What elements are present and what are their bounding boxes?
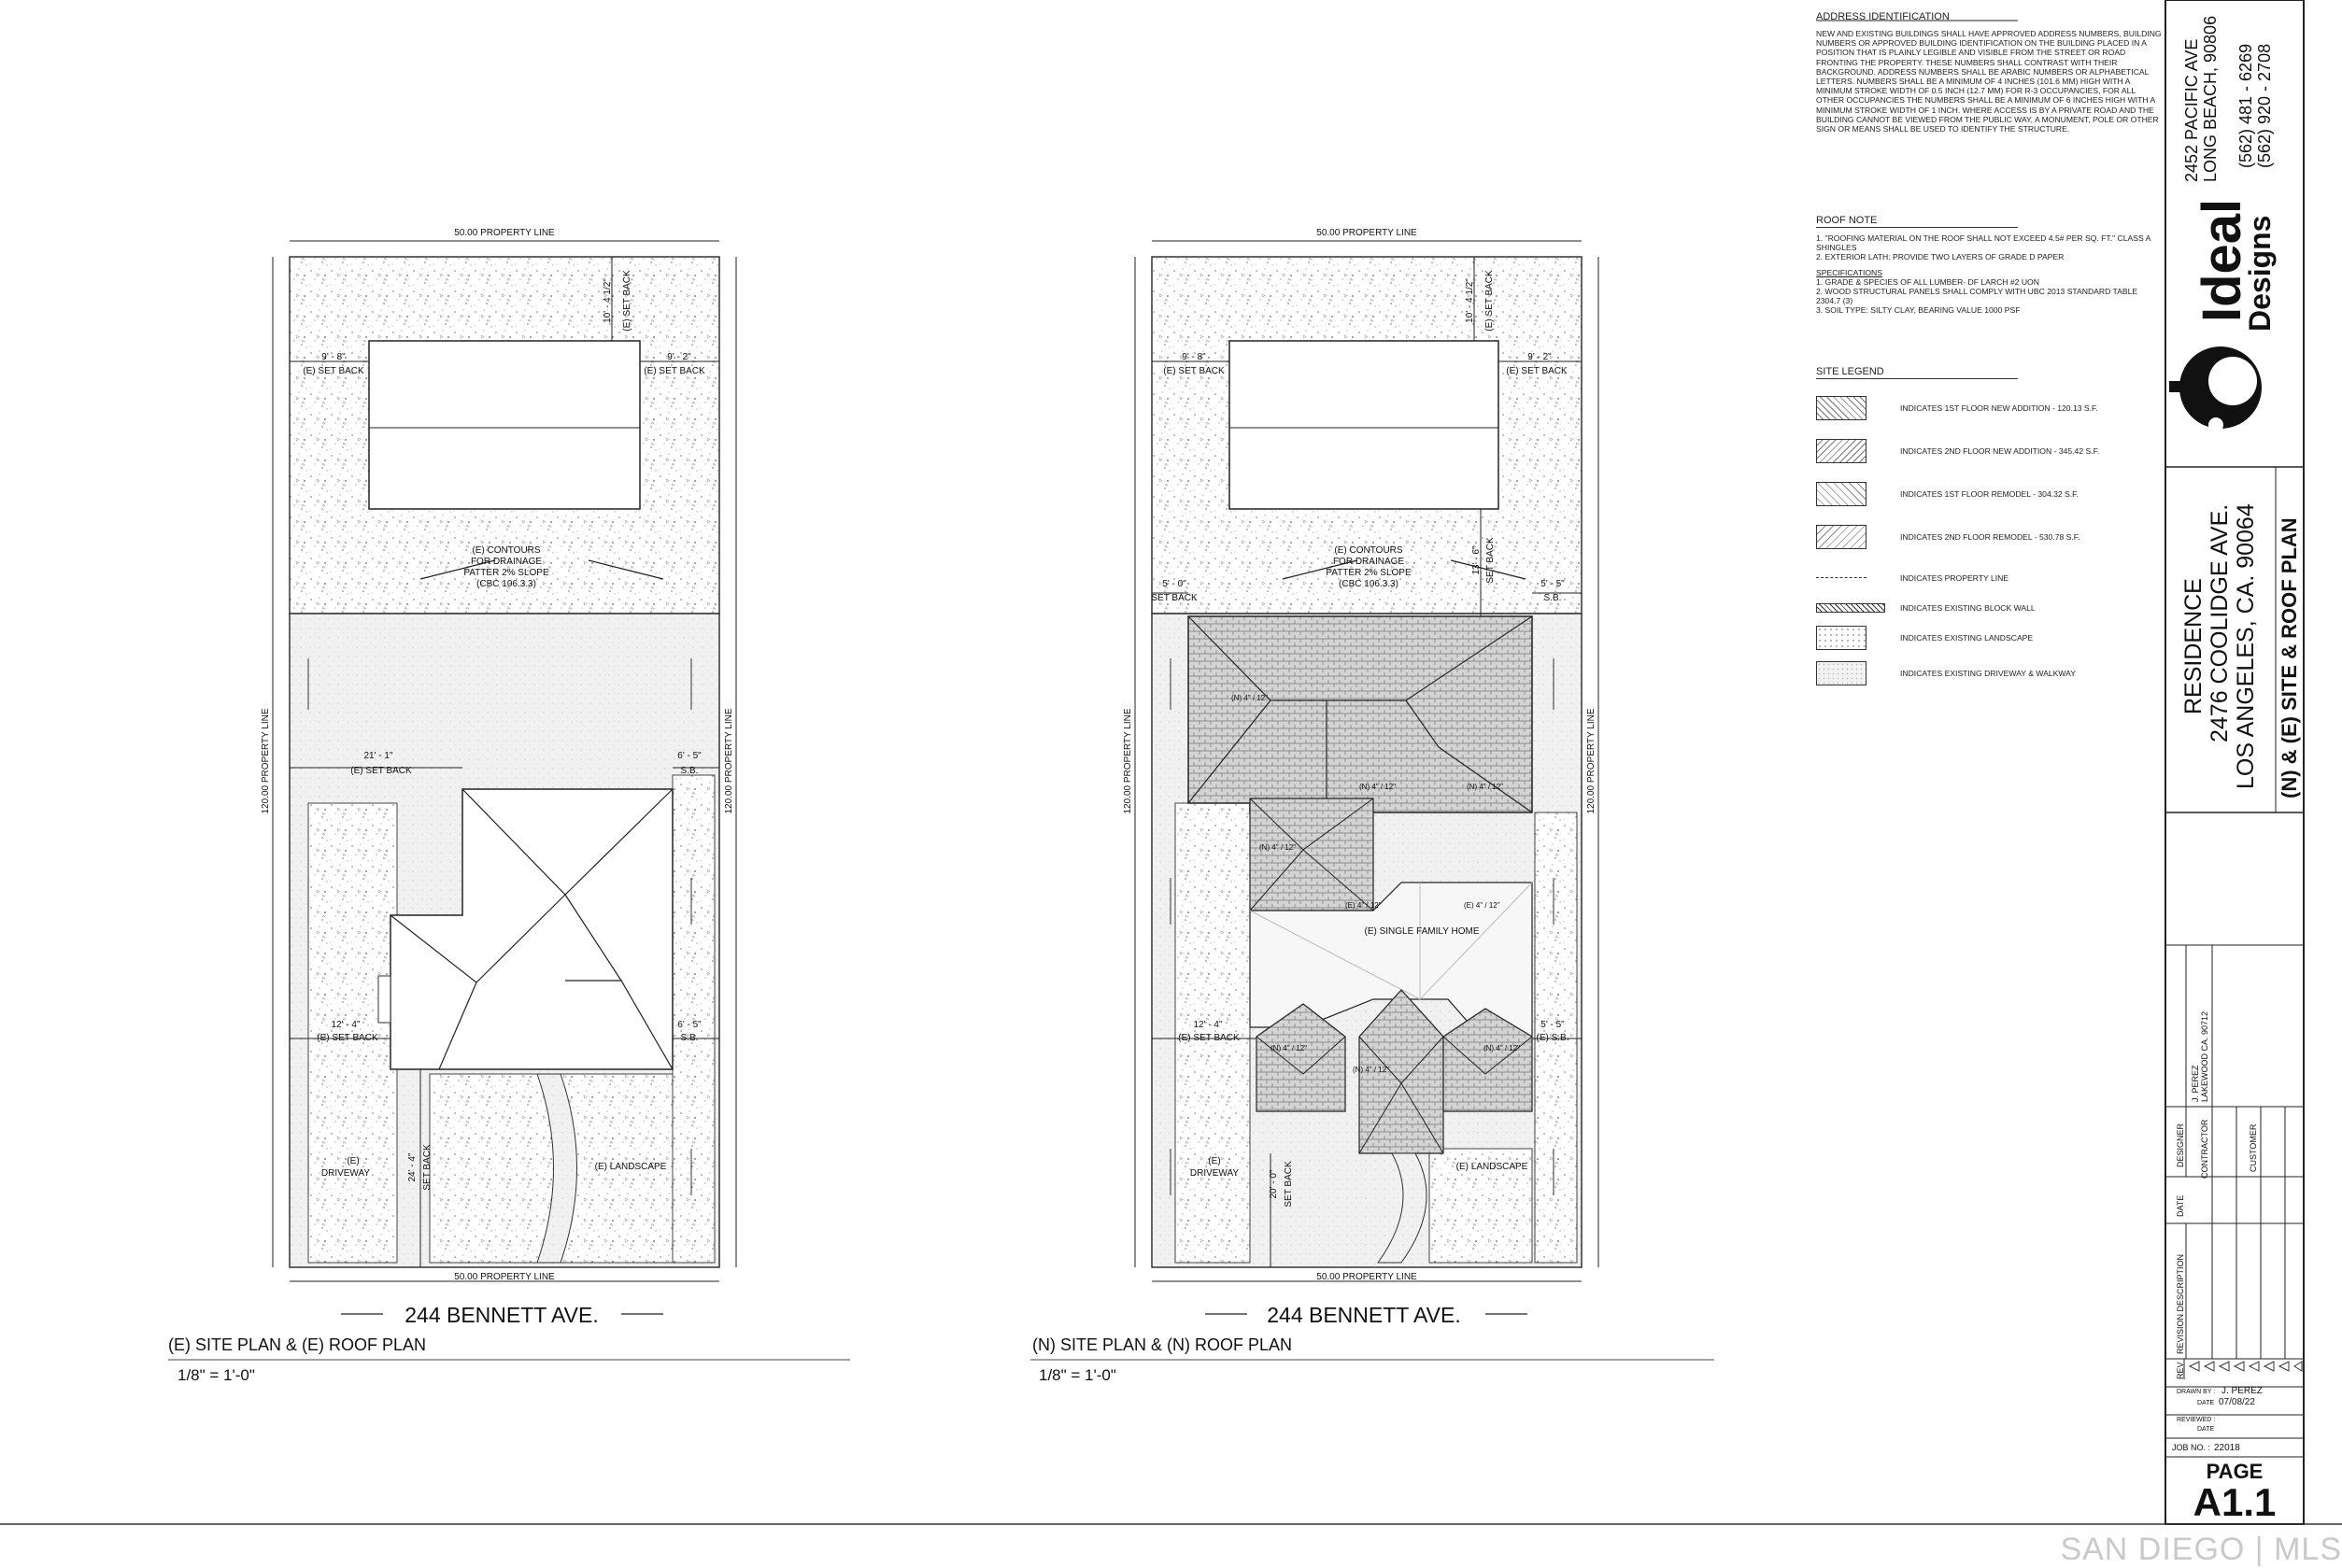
left-dim-left-rear: 9' - 8" [321,352,346,362]
left-top-property-line: 50.00 PROPERTY LINE [454,228,555,238]
right-top-property-line: 50.00 PROPERTY LINE [1316,228,1417,238]
address-heading: ADDRESS IDENTIFICATION [1816,11,1950,22]
drawn-date-label: DATE [2197,1400,2215,1406]
legend-text-3: INDICATES 1ST FLOOR REMODEL - 304.32 S.F. [1900,489,2079,499]
left-contours-2: FOR DRAINAGE [470,557,543,567]
right-sb-mid-right: S.B. [1543,593,1562,603]
left-plan-title: (E) SITE PLAN & (E) ROOF PLAN [168,1335,427,1354]
legend-text-7: INDICATES EXISTING LANDSCAPE [1900,633,2034,643]
right-driveway-2: DRIVEWAY [1189,1168,1240,1179]
ideal-designs-logo [2169,346,2262,432]
right-setback-mid-left: SET BACK [1151,593,1198,603]
left-setback-rear: (E) SET BACK [622,270,632,332]
right-pitch-e-1: (E) 4" / 12" [1345,901,1382,910]
company-address-1: 2452 PACIFIC AVE [2182,38,2201,182]
right-dim-left-rear: 9' - 8" [1182,352,1206,362]
right-pitch-e-2: (E) 4" / 12" [1464,901,1500,910]
revision-triangles [2190,1362,2302,1371]
left-driveway-2: DRIVEWAY [320,1168,371,1179]
left-dim-front-left: 12' - 4" [331,1020,361,1030]
legend-swatch-7 [1816,626,1867,650]
right-dim-rear: 10' - 4 1/2" [1465,278,1475,323]
contractor-label: CONTRACTOR [2200,1119,2209,1179]
legend-row-3 [1816,482,2134,508]
legend-swatch-8 [1816,661,1867,685]
site-legend [1816,366,2134,702]
right-left-property-line: 120.00 PROPERTY LINE [1123,708,1133,814]
right-dim-rear-house: 13' - 6" [1471,545,1482,575]
page-number: A1.1 [2193,1480,2277,1524]
right-setback-rear: (E) SET BACK [1484,270,1495,332]
left-bottom-property-line: 50.00 PROPERTY LINE [454,1272,555,1282]
left-setback-front: SET BACK [422,1144,433,1191]
job-number: 22018 [2214,1443,2240,1453]
specifications-heading: SPECIFICATIONS [1816,267,1882,277]
legend-property-line [1816,577,1867,578]
right-pitch-1: (N) 4" / 12" [1231,694,1269,702]
legend-row-1 [1816,396,2134,422]
company-address-2: LONG BEACH, 90806 [2201,15,2220,182]
left-setback-mid-left: (E) SET BACK [350,766,412,776]
right-pitch-2: (N) 4" / 12" [1359,783,1397,791]
project-address: 2476 COOLIDGE AVE. [2207,503,2233,742]
right-dim-mid-left: 5' - 0" [1162,579,1186,589]
left-dim-front-right: 6' - 5" [677,1020,702,1030]
right-plan-scale: 1/8" = 1'-0" [1039,1366,1116,1384]
right-garage [1229,341,1498,509]
address-identification-notes [1816,11,2162,134]
left-left-property-line: 120.00 PROPERTY LINE [261,708,271,814]
left-street-name: 244 BENNETT AVE. [405,1303,599,1327]
job-number-label: JOB NO. : [2172,1443,2211,1452]
project-name: RESIDENCE [2180,578,2207,714]
right-setback-rear-house: SET BACK [1485,537,1496,584]
right-pitch-7: (N) 4" / 12" [1483,1044,1521,1052]
left-dim-right-rear: 9' - 2" [667,352,691,362]
legend-row-2 [1816,439,2134,465]
legend-block-wall [1816,603,1885,613]
left-dim-mid-right: 6' - 5" [677,751,702,761]
left-landscape-label: (E) LANDSCAPE [594,1162,667,1172]
left-sb-front-right: S.B. [680,1033,699,1043]
roof-note-1: 1. "ROOFING MATERIAL ON THE ROOF SHALL NOT EXCEED 4.5# PER SQ. FT." CLASS A SHINGLES [1816,233,2150,253]
designer-name: J. PEREZ [2191,1065,2200,1102]
company-phone-2: (562) 920 - 2708 [2255,43,2274,168]
legend-swatch-4 [1816,525,1867,549]
legend-row-7 [1816,626,2134,652]
right-setback-right-rear: (E) SET BACK [1506,366,1568,376]
roof-note-2: 2. EXTERIOR LATH: PROVIDE TWO LAYERS OF GRADE D PAPER [1816,252,2065,262]
customer-label: CUSTOMER [2249,1123,2258,1172]
left-setback-front-left: (E) SET BACK [317,1033,378,1043]
right-house-label: (E) SINGLE FAMILY HOME [1364,926,1480,937]
legend-heading: SITE LEGEND [1816,366,2018,379]
right-plan-title: (N) SITE PLAN & (N) ROOF PLAN [1032,1335,1293,1354]
designer-city: LAKEWOOD CA. 90712 [2200,1010,2209,1102]
legend-row-5 [1816,566,2134,592]
right-contours-2: FOR DRAINAGE [1332,557,1405,567]
right-pitch-4: (N) 4" / 12" [1259,843,1297,852]
left-dim-front: 24' - 4" [407,1152,418,1182]
address-text: NEW AND EXISTING BUILDINGS SHALL HAVE APPROVED ADDRESS NUMBERS, BUILDING NUMBERS OR APPROVED BUILDING IDENTIFICATION ON THE BUILDING PLACED IN A POSITION THAT IS PLAINLY LEGIBLE AND VISIBLE FROM THE STREET OR ROAD FRONTING THE PROPERTY. THESE NUMBERS SHALL CONTRAST WITH THEIR BACKGROUND. ADDRESS NUMBERS SHALL BE ARABIC NUMBERS OR ALPHABETICAL LETTERS. NUMBERS SHALL BE A MINIMUM OF 4 INCHES (101.6 MM) HIGH WITH A MINIMUM STROKE WIDTH OF 0.5 INCH (12.7 MM) FOR R-3 OCCUPANCIES, FOR ALL OTHER OCCUPANCIES THE NUMBERS SHALL BE A MINIMUM OF 6 INCHES HIGH WITH A MINIMUM STROKE WIDTH OF 1 INCH. WHERE ACCESS IS BY A PRIVATE ROAD AND THE BUILDING CANNOT BE VIEWED FROM THE PUBLIC WAY, A MONUMENT, POLE OR OTHER SIGN OR MEANS SHALL BE USED TO IDENTIFY THE STRUCTURE. [1816,29,2162,134]
left-garage [369,341,640,509]
legend-text-6: INDICATES EXISTING BLOCK WALL [1900,603,2036,613]
left-plan-scale: 1/8" = 1'-0" [177,1366,255,1384]
logo-word-ideal: Ideal [2192,198,2252,322]
reviewed-date-label: DATE [2197,1426,2215,1433]
left-contours-4: (CBC 106.3.3) [476,579,536,589]
revision-label: REV [2176,1362,2185,1379]
drawn-date: 07/08/22 [2219,1397,2255,1407]
legend-row-8 [1816,661,2134,687]
legend-text-4: INDICATES 2ND FLOOR REMODEL - 530.78 S.F. [1900,532,2080,542]
roof-notes [1816,215,2162,316]
reviewed-label: REVIEWED : [2177,1417,2216,1423]
spec-2: 2. WOOD STRUCTURAL PANELS SHALL COMPLY WITH UBC 2013 STANDARD TABLE 2304.7 (3) [1816,287,2138,306]
legend-swatch-1 [1816,396,1867,420]
right-setback-left-rear: (E) SET BACK [1163,366,1225,376]
date-label: DATE [2176,1194,2185,1217]
roof-heading: ROOF NOTE [1816,215,2018,228]
spec-1: 1. GRADE & SPECIES OF ALL LUMBER- DF LARCH #2 UON [1816,276,2039,287]
right-contours-1: (E) CONTOURS [1334,545,1403,556]
right-dim-right-rear: 9' - 2" [1527,352,1552,362]
right-pitch-6: (N) 4" / 12" [1270,1044,1308,1052]
right-dim-front-left: 12' - 4" [1193,1020,1223,1030]
legend-text-5: INDICATES PROPERTY LINE [1900,573,2009,583]
left-driveway-1: (E) [347,1156,360,1166]
drawn-by-label: DRAWN BY : [2177,1389,2216,1395]
left-dim-mid-left: 21' - 1" [363,751,393,761]
right-street-name: 244 BENNETT AVE. [1267,1303,1461,1327]
mls-watermark: SAN DIEGO | MLS [2060,1532,2342,1567]
page-label: PAGE [2206,1460,2264,1483]
left-contours-3: PATTER 2% SLOPE [463,568,549,578]
right-setback-front: SET BACK [1284,1161,1294,1208]
right-dim-mid-right: 5' - 5" [1540,579,1565,589]
company-phone-1: (562) 481 - 6269 [2236,43,2255,168]
project-city: LOS ANGELES, CA. 90064 [2233,503,2259,789]
legend-text-2: INDICATES 2ND FLOOR NEW ADDITION - 345.42 S.F. [1900,446,2100,456]
left-setback-left-rear: (E) SET BACK [303,366,364,376]
legend-swatch-3 [1816,482,1867,506]
revision-description-label: REVISION DESCRIPTION [2176,1253,2185,1354]
right-contours-3: PATTER 2% SLOPE [1326,568,1412,578]
left-sb-mid-right: S.B. [680,766,699,776]
legend-text-1: INDICATES 1ST FLOOR NEW ADDITION - 120.13 S.F. [1900,403,2098,413]
sheet-title: (N) & (E) SITE & ROOF PLAN [2278,517,2301,798]
right-setback-front-left: (E) SET BACK [1178,1033,1240,1043]
right-right-property-line: 120.00 PROPERTY LINE [1586,708,1597,814]
right-driveway-1: (E) [1208,1156,1221,1166]
legend-row-4 [1816,525,2134,551]
logo-word-designs: Designs [2243,215,2277,332]
right-pitch-5: (N) 4" / 12" [1353,1066,1390,1074]
right-dim-front: 20' - 0" [1269,1169,1279,1199]
right-landscape-label: (E) LANDSCAPE [1455,1162,1528,1172]
designer-label: DESIGNER [2176,1123,2185,1167]
legend-text-8: INDICATES EXISTING DRIVEWAY & WALKWAY [1900,669,2076,678]
left-contours-1: (E) CONTOURS [472,545,541,556]
left-right-property-line: 120.00 PROPERTY LINE [724,708,734,814]
right-bottom-property-line: 50.00 PROPERTY LINE [1316,1272,1417,1282]
right-dim-front-right: 5' - 5" [1540,1020,1565,1030]
drawn-by-name: J. PEREZ [2221,1386,2263,1396]
left-dim-rear: 10' - 4 1/2" [603,278,613,323]
right-sb-front-right: (E) S.B. [1536,1033,1569,1043]
left-setback-right-rear: (E) SET BACK [644,366,705,376]
legend-swatch-2 [1816,439,1867,463]
right-contours-4: (CBC 106.3.3) [1339,579,1398,589]
spec-3: 3. SOIL TYPE: SILTY CLAY, BEARING VALUE 1000 PSF [1816,305,2021,316]
right-pitch-3: (N) 4" / 12" [1467,783,1504,791]
legend-row-6 [1816,596,2134,622]
